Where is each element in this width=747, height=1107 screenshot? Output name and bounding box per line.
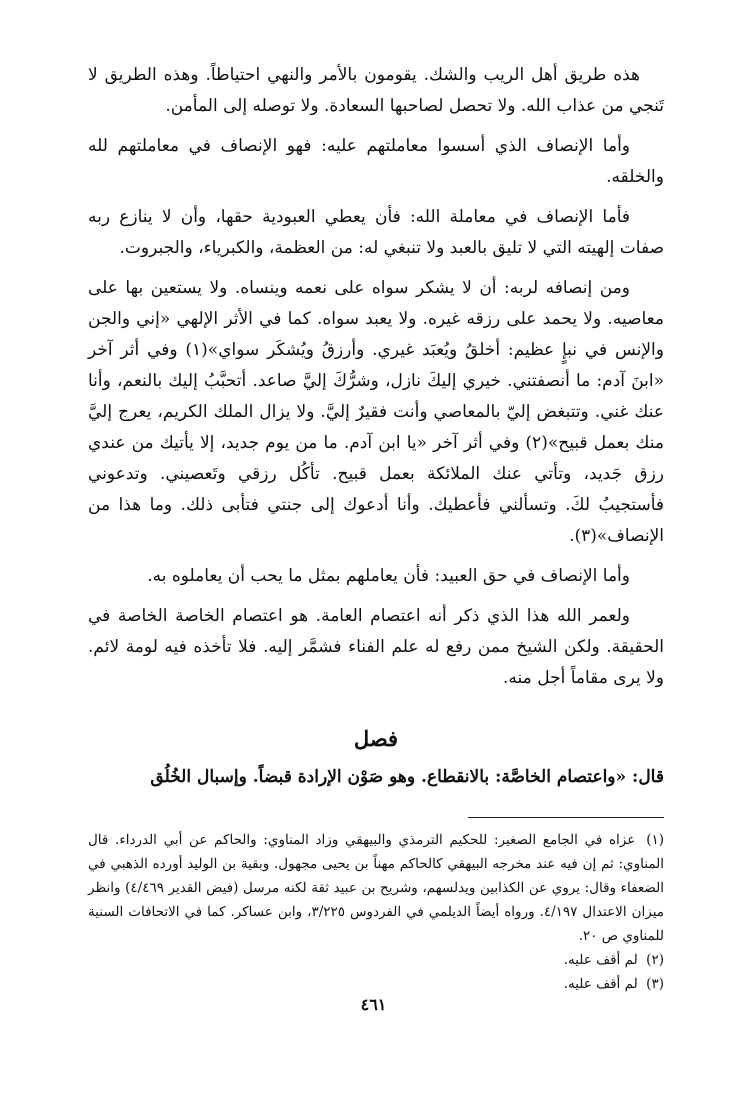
section-heading: فصل [353, 726, 399, 751]
paragraph: وأما الإنصاف في حق العبيد: فأن يعاملهم بمثل ما يحب أن يعاملوه به. [147, 566, 630, 586]
footnotes [88, 828, 664, 996]
section-quote: قال: «واعتصام الخاصَّة: بالانقطاع. وهو صَوْن الإرادة قبضاً. وإسبال الخُلُق [150, 767, 664, 787]
paragraph: فأما الإنصاف في معاملة الله: فأن يعطي العبودية حقها، وأن لا ينازع ربه صفات إلهيته التي لا تليق بالعبد ولا تنبغي له: من العظمة، والكبرياء، والجبروت. [88, 207, 664, 258]
paragraph: ومن إنصافه لربه: أن لا يشكر سواه على نعمه وينساه. ولا يستعين بها على معاصيه. ولا يحمد على رزقه غيره. ولا يعبد سواه. كما في الأثر الإلهي «إني والجن والإنس في نبإٍ عظيم: أخلقُ ويُعبَد غيري. وأرزقُ ويُشكَر سواي»(١) وفي أثر آخر «ابنَ آدم: ما أنصفتني. خيري إليكَ نازل، وشرُّكَ إليَّ صاعد. أتحبَّبُ إليك بالنعم، وأنا عنك غني. وتتبغض إليّ بالمعاصي وأنت فقيرٌ إليَّ. ولا يزال الملك الكريم، يعرج إليَّ منك بعمل قبيح»(٢) وفي أثر آخر «يا ابن آدم. ما من يوم جديد، إلا يأتيك من عندي رزق جَديد، وتأتي عنك الملائكة بعمل قبيح. تأكُل رزقي وتَعصيني. وتدعوني فأستجيبُ لكَ. وتسألني فأعطيك. وأنا أدعوك إلى جنتي فتأبى ذلك. وما هذا من الإنصاف»(٣). [88, 278, 664, 546]
page-number: ٤٦١ [360, 995, 387, 1014]
footnote-2 [88, 948, 664, 972]
footnote-text: عزاه في الجامع الصغير: للحكيم الترمذي والبيهقي وزاد المناوي: والحاكم عن أبي الدرداء. قال المناوي: ثم إن فيه عند مخرجه البيهقي كالحاكم مهناً بن يحيى مجهول. وبقية بن الوليد أورده الذهبي في الضعفاء وقال: يروي عن الكذابين ويدلسهم، وشريح بن عبيد ثقة لكنه مرسل (فيض القدير ٤/٤٦٩) وانظر ميزان الاعتدال ٤/١٩٧. ورواه أيضاً الديلمي في الفردوس ٣/٢٢٥، وابن عساكر. كما في الاتحافات السنية للمناوي ص ٢٠. [88, 832, 664, 944]
footnote-number: (١) [646, 832, 665, 848]
footnote-1 [88, 828, 664, 948]
footnote-divider [468, 817, 664, 818]
footnote-3 [88, 972, 664, 996]
page-body [88, 60, 664, 996]
footnote-text: لم أقف عليه. [563, 976, 638, 992]
paragraph: ولعمر الله هذا الذي ذكر أنه اعتصام العامة. هو اعتصام الخاصة الخاصة في الحقيقة. ولكن الشيخ ممن رفع له علم الفناء فشمَّر إليه. فلا تأخذه فيه لومة لائم. ولا يرى مقاماً أجل منه. [88, 606, 664, 688]
footnote-number: (٢) [646, 952, 664, 968]
paragraph: وأما الإنصاف الذي أسسوا معاملتهم عليه: فهو الإنصاف في معاملتهم لله والخلقه. [88, 136, 664, 187]
footnote-text: لم أقف عليه. [563, 952, 638, 968]
paragraph: هذه طريق أهل الريب والشك. يقومون بالأمر والنهي احتياطاً. وهذه الطريق لا تَنجي من عذاب الله. ولا تحصل لصاحبها السعادة. ولا توصله إلى المأمن. [88, 65, 664, 116]
footnote-number: (٣) [646, 976, 664, 992]
